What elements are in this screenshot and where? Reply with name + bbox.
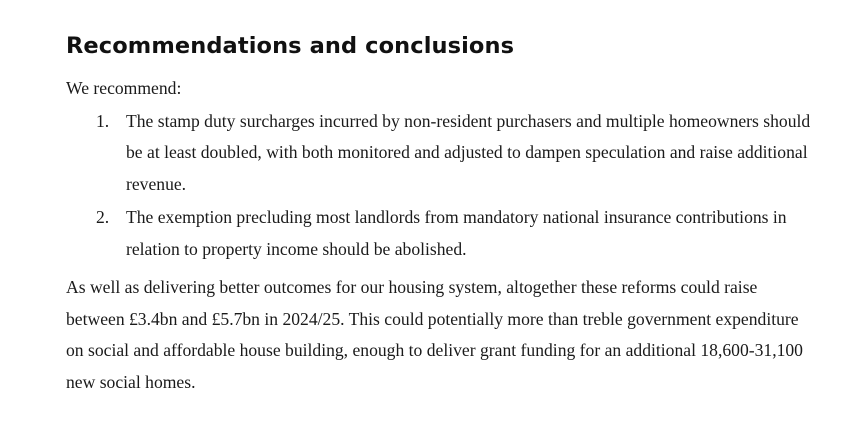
recommendation-text: The exemption precluding most landlords from mandatory national insurance contributions in relation to property income should be abolished. — [126, 207, 787, 259]
section-heading: Recommendations and conclusions — [66, 33, 515, 59]
recommendation-list — [66, 106, 816, 266]
recommendation-item-1 — [66, 106, 816, 201]
recommendation-number: 1. — [96, 110, 110, 131]
recommendation-number: 2. — [96, 207, 110, 227]
recommendation-text: The stamp duty surcharges incurred by non-resident purchasers and multiple homeowners should be at least doubled, with both monitored and adjusted to dampen speculation and raise additional revenue. — [126, 110, 811, 194]
document-page — [66, 30, 816, 398]
conclusion-paragraph: As well as delivering better outcomes for our housing system, altogether these reforms could raise between £3.4bn and £5.7bn in 2024/25. This could potentially more than treble government expenditure on social and affordable house building, enough to deliver grant funding for an additional 18,600-31,100 new social homes. — [66, 277, 803, 392]
recommendation-item-2 — [66, 202, 816, 265]
intro-text: We recommend: — [66, 78, 182, 98]
